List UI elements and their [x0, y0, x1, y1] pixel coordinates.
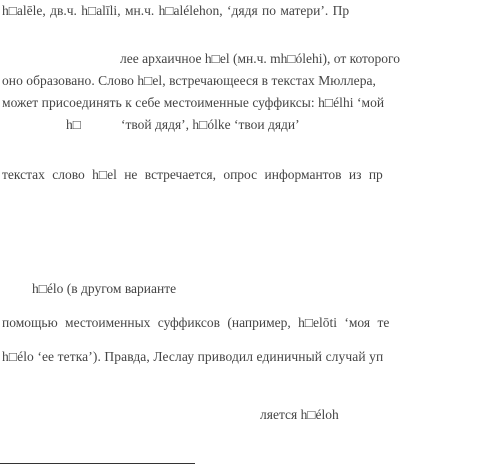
footnote-separator	[0, 463, 195, 464]
text-line-1: h□alēle, дв.ч. h□alīli, мн.ч. h□alélehon, ‘дядя по матери’. Пр	[2, 3, 350, 18]
text-line-8: помощью местоименных суффиксов (например, h□elōti ‘моя те	[2, 315, 390, 330]
text-line-9: h□élo ‘ее тетка’). Правда, Леслау приводил единичный случай уп	[2, 349, 384, 364]
text-line-6: текстах слово h□el не встречается, опрос информантов из пр	[2, 167, 383, 182]
text-line-5b: ‘твой дядя’, h□ólke ‘твои дяди’	[121, 117, 300, 132]
text-line-4: может присоединять к себе местоименные суффиксы: h□élhi ‘мой	[2, 95, 385, 110]
text-line-10: ляется h□éloh	[260, 407, 339, 422]
text-line-3: оно образовано. Слово h□el, встречающееся в текстах Мюллера,	[2, 73, 376, 88]
text-line-2: лее архаичное h□el (мн.ч. mh□ólehi), от которого	[120, 51, 400, 66]
text-line-7: h□élo (в другом варианте	[32, 281, 177, 296]
text-line-5a: h□	[66, 117, 81, 132]
